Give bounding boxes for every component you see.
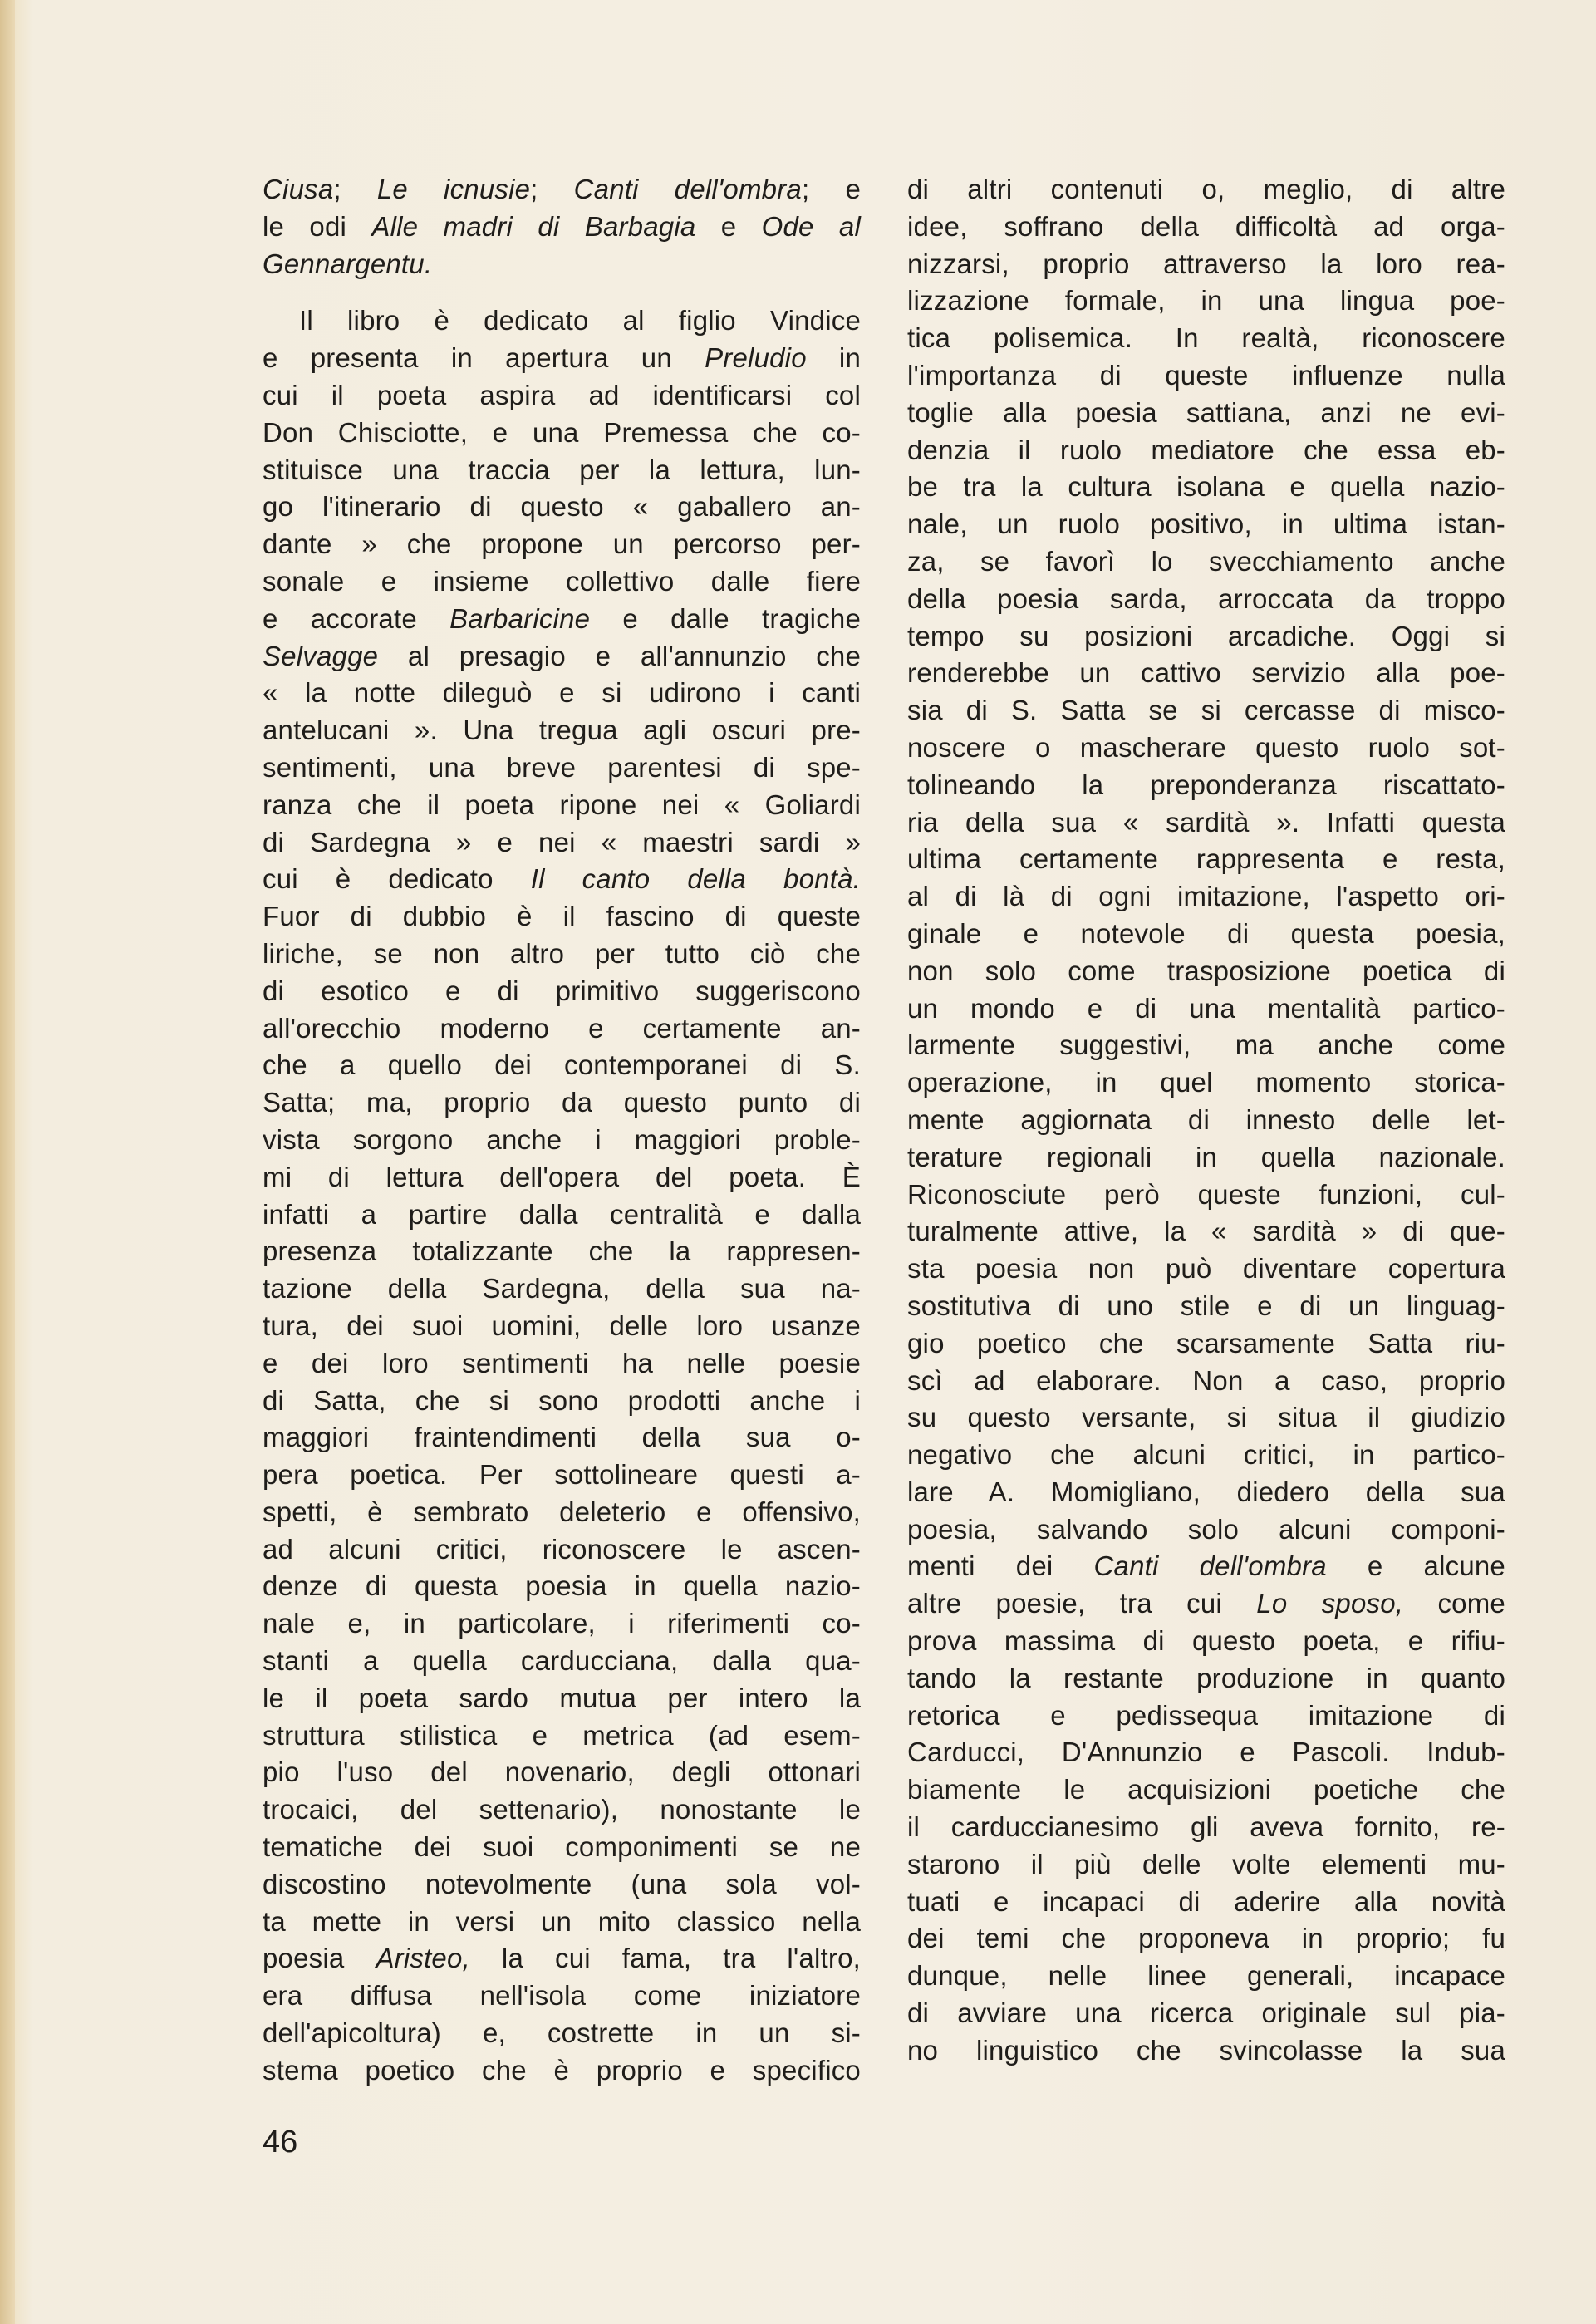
body-text: discostino notevolmente (una sola vol- — [263, 1868, 861, 1899]
body-text: ginale e notevole di questa poesia, — [907, 917, 1505, 949]
body-text: al di là di ogni imitazione, l'aspetto ori- — [907, 881, 1505, 912]
text-line — [907, 1846, 1505, 1884]
body-text: ; — [333, 174, 377, 204]
body-text: antelucani ». Una tregua agli oscuri pre- — [263, 715, 861, 746]
body-text: e presenta in apertura un — [263, 342, 705, 374]
body-text: Carducci, D'Annunzio e Pascoli. Indub- — [907, 1737, 1505, 1768]
text-line — [907, 1771, 1505, 1809]
body-text: tando la restante produzione in quanto — [907, 1662, 1505, 1693]
body-text: un mondo e di una mentalità partico- — [907, 992, 1505, 1024]
text-line — [263, 209, 861, 246]
text-line — [263, 1010, 861, 1048]
body-text: lizzazione formale, in una lingua poe- — [907, 285, 1505, 317]
body-text: dante » che propone un percorso per- — [263, 528, 861, 560]
body-text: dei temi che proponeva in proprio; fu — [907, 1923, 1505, 1954]
body-text: denze di questa poesia in quella nazio- — [263, 1570, 861, 1602]
body-text: nale, un ruolo positivo, in ultima istan- — [907, 509, 1505, 540]
body-text: sentimenti, una breve parentesi di spe- — [263, 751, 861, 783]
text-line — [907, 618, 1505, 656]
text-line — [907, 395, 1505, 432]
text-line — [263, 1904, 861, 1941]
body-text: Riconosciute però queste funzioni, cul- — [907, 1178, 1505, 1210]
text-line — [907, 730, 1505, 767]
text-line — [263, 638, 861, 676]
body-text: sonale e insieme collettivo dalle fiere — [263, 565, 861, 597]
text-line — [263, 936, 861, 973]
text-line — [263, 2052, 861, 2090]
body-text: lare A. Momigliano, diedero della sua — [907, 1476, 1505, 1507]
body-text: struttura stilistica e metrica (ad esem- — [263, 1719, 861, 1751]
text-line — [263, 171, 861, 209]
body-text: poesia — [263, 1943, 376, 1974]
text-line — [907, 432, 1505, 469]
text-line — [907, 1399, 1505, 1437]
text-line — [907, 1363, 1505, 1400]
body-text: sta poesia non può diventare copertura — [907, 1253, 1505, 1285]
body-text: tica polisemica. In realtà, riconoscere — [907, 322, 1505, 354]
body-text: dell'apicoltura) e, costrette in un si- — [263, 2017, 861, 2049]
body-text: menti dei — [907, 1550, 1094, 1582]
body-text: in — [806, 342, 862, 374]
text-line — [907, 1250, 1505, 1288]
text-line — [263, 675, 861, 712]
text-line — [907, 692, 1505, 730]
body-text: sia di S. Satta se si cercasse di misco- — [907, 695, 1505, 726]
text-line — [907, 804, 1505, 842]
italic-title-text: Barbaricine — [449, 602, 591, 634]
italic-title-text: Alle madri di Barbagia — [371, 210, 696, 242]
italic-title-text: Ode al — [761, 210, 861, 242]
body-text: spetti, è sembrato deleterio e offensivo, — [263, 1496, 861, 1527]
body-text: tazione della Sardegna, della sua na- — [263, 1273, 861, 1304]
text-line — [907, 1177, 1505, 1214]
body-text: di esotico e di primitivo suggeriscono — [263, 975, 861, 1006]
text-line — [907, 1325, 1505, 1363]
body-text: za, se favorì lo svecchiamento anche — [907, 545, 1505, 577]
body-text: maggiori fraintendimenti della sua o- — [263, 1422, 861, 1453]
body-text: terature regionali in quella nazionale. — [907, 1141, 1505, 1172]
text-line — [263, 1084, 861, 1122]
text-line — [263, 1494, 861, 1531]
body-text: di Satta, che si sono prodotti anche i — [263, 1384, 861, 1416]
text-line — [907, 990, 1505, 1028]
body-text: la cui fama, tra l'altro, — [469, 1943, 861, 1974]
text-line — [263, 1643, 861, 1680]
body-text: di avviare una ricerca originale sul pia- — [907, 1997, 1505, 2029]
text-line — [263, 1196, 861, 1234]
body-text: su questo versante, si situa il giudizio — [907, 1402, 1505, 1433]
text-line — [907, 1809, 1505, 1846]
body-text: ta mette in versi un mito classico nella — [263, 1905, 861, 1937]
body-text: poesia, salvando solo alcuni componi- — [907, 1513, 1505, 1545]
book-spine-edge — [0, 0, 15, 2324]
body-text: nale e, in particolare, i riferimenti co- — [263, 1608, 861, 1639]
text-line — [263, 1791, 861, 1829]
body-text: idee, soffrano della difficoltà ad orga- — [907, 210, 1505, 242]
text-line — [263, 1047, 861, 1084]
body-text: come — [1403, 1588, 1505, 1619]
body-text: go l'itinerario di questo « gaballero an- — [263, 491, 861, 523]
body-text: mente aggiornata di innesto delle let- — [907, 1103, 1505, 1135]
italic-title-text: Gennargentu. — [263, 248, 433, 279]
body-text: denzia il ruolo mediatore che essa eb- — [907, 434, 1505, 465]
italic-title-text: Preludio — [705, 342, 807, 374]
text-line — [263, 2015, 861, 2052]
text-line — [907, 1548, 1505, 1585]
body-text: negativo che alcuni critici, in partico- — [907, 1439, 1505, 1471]
body-text: ; — [530, 174, 574, 204]
text-line — [263, 489, 861, 526]
body-text: stema poetico che è proprio e specifico — [263, 2054, 861, 2086]
body-text: e accorate — [263, 602, 450, 634]
text-line — [907, 953, 1505, 990]
body-text: nizzarsi, proprio attraverso la loro rea- — [907, 248, 1505, 279]
italic-title-text: Selvagge — [263, 640, 379, 671]
body-text: ultima certamente rappresenta e resta, — [907, 843, 1505, 875]
italic-title-text: Canti dell'ombra — [1093, 1550, 1327, 1582]
body-text: che a quello dei contemporanei di S. — [263, 1049, 861, 1081]
text-line — [907, 543, 1505, 581]
body-text: tolineando la preponderanza riscattato- — [907, 769, 1505, 800]
text-line — [907, 1623, 1505, 1660]
body-text: turalmente attive, la « sardità » di que- — [907, 1216, 1505, 1247]
body-text: e alcune — [1326, 1550, 1505, 1582]
body-text: ; e — [801, 174, 861, 204]
text-line — [907, 357, 1505, 395]
text-line — [907, 1102, 1505, 1139]
body-text: all'orecchio moderno e certamente an- — [263, 1012, 861, 1044]
text-line — [907, 1511, 1505, 1549]
body-text: e dalle tragiche — [590, 602, 861, 634]
text-line — [907, 1288, 1505, 1325]
text-line — [907, 581, 1505, 618]
text-line — [907, 1027, 1505, 1064]
text-line — [263, 563, 861, 601]
body-text: le il poeta sardo mutua per intero la — [263, 1682, 861, 1713]
text-line — [263, 1531, 861, 1569]
text-line — [907, 1437, 1505, 1474]
italic-title-text: Ciusa — [263, 174, 334, 204]
body-text: tura, dei suoi uomini, delle loro usanze — [263, 1309, 861, 1341]
text-line — [263, 1568, 861, 1605]
text-line — [263, 1717, 861, 1755]
body-text: mi di lettura dell'opera del poeta. È — [263, 1161, 861, 1192]
body-text: pio l'uso del novenario, degli ottonari — [263, 1757, 861, 1788]
text-line — [263, 861, 861, 898]
text-line — [907, 1920, 1505, 1958]
body-text: toglie alla poesia sattiana, anzi ne evi- — [907, 396, 1505, 428]
text-line — [263, 787, 861, 824]
body-text: e dei loro sentimenti ha nelle poesie — [263, 1347, 861, 1378]
body-text: altre poesie, tra cui — [907, 1588, 1257, 1619]
body-text: di altri contenuti o, meglio, di altre — [907, 174, 1505, 204]
page-number: 46 — [263, 2125, 298, 2159]
body-text: be tra la cultura isolana e quella nazio- — [907, 471, 1505, 503]
body-text: « la notte dileguò e si udirono i canti — [263, 677, 861, 709]
body-text: Fuor di dubbio è il fascino di queste — [263, 901, 861, 932]
text-line — [263, 601, 861, 638]
body-text: sostitutiva di uno stile e di un linguag- — [907, 1290, 1505, 1321]
text-line — [907, 506, 1505, 543]
text-line — [907, 1734, 1505, 1771]
text-line — [263, 712, 861, 749]
text-line — [907, 320, 1505, 357]
text-line — [263, 1383, 861, 1420]
body-text: cui è dedicato — [263, 863, 531, 895]
body-text: trocaici, del settenario), nonostante le — [263, 1794, 861, 1825]
text-line — [263, 1940, 861, 1978]
text-line — [263, 1605, 861, 1643]
text-line — [263, 973, 861, 1010]
body-text: starono il più delle volte elementi mu- — [907, 1848, 1505, 1879]
body-text: dunque, nelle linee generali, incapace — [907, 1960, 1505, 1992]
text-line — [263, 1754, 861, 1791]
text-line — [263, 340, 861, 377]
text-line — [263, 1270, 861, 1308]
text-line — [907, 655, 1505, 692]
text-line — [907, 2032, 1505, 2070]
body-text: gio poetico che scarsamente Satta riu- — [907, 1327, 1505, 1359]
body-text: infatti a partire dalla centralità e dalla — [263, 1198, 861, 1230]
text-line — [263, 898, 861, 936]
text-line — [907, 469, 1505, 506]
body-text: cui il poeta aspira ad identificarsi col — [263, 379, 861, 410]
text-line — [907, 767, 1505, 804]
text-line — [907, 1995, 1505, 2032]
body-text: stanti a quella carducciana, dalla qua- — [263, 1645, 861, 1677]
text-line — [907, 1585, 1505, 1623]
body-text: tematiche dei suoi componimenti se ne — [263, 1831, 861, 1863]
text-line — [263, 1122, 861, 1159]
body-text: il carduccianesimo gli aveva fornito, re- — [907, 1811, 1505, 1843]
text-line — [263, 1829, 861, 1866]
body-text: retorica e pedissequa imitazione di — [907, 1699, 1505, 1731]
body-text: ranza che il poeta ripone nei « Goliardi — [263, 789, 861, 820]
body-text: vista sorgono anche i maggiori proble- — [263, 1123, 861, 1155]
body-text: di Sardegna » e nei « maestri sardi » — [263, 826, 861, 857]
text-line — [263, 1978, 861, 2015]
body-text: e — [695, 210, 762, 242]
italic-title-text: Aristeo, — [376, 1943, 470, 1974]
body-text: no linguistico che svincolasse la sua — [907, 2034, 1505, 2066]
body-text: le odi — [263, 210, 372, 242]
text-line — [263, 1457, 861, 1494]
text-line — [263, 415, 861, 452]
text-line — [263, 1308, 861, 1345]
text-line — [263, 824, 861, 862]
body-text: larmente suggestivi, ma anche come — [907, 1029, 1505, 1061]
text-line — [907, 1064, 1505, 1102]
text-line — [907, 1474, 1505, 1511]
italic-title-text: Il canto della bontà. — [530, 863, 861, 895]
text-line — [263, 1345, 861, 1383]
italic-title-text: Lo sposo, — [1256, 1588, 1404, 1619]
body-text: Don Chisciotte, e una Premessa che co- — [263, 416, 861, 448]
text-line — [263, 246, 861, 283]
body-text: stituisce una traccia per la lettura, lun- — [263, 454, 861, 485]
paragraph-gap — [263, 283, 861, 302]
body-text: ad alcuni critici, riconoscere le ascen- — [263, 1533, 861, 1565]
text-line — [907, 1660, 1505, 1698]
body-text: tempo su posizioni arcadiche. Oggi si — [907, 620, 1505, 651]
text-line — [907, 1884, 1505, 1921]
text-line — [263, 1680, 861, 1717]
body-text: scì ad elaborare. Non a caso, proprio — [907, 1364, 1505, 1396]
body-text: ria della sua « sardità ». Infatti questa — [907, 806, 1505, 838]
text-line — [907, 1958, 1505, 1995]
body-text: era diffusa nell'isola come iniziatore — [263, 1980, 861, 2012]
text-line — [907, 1139, 1505, 1177]
text-line — [263, 526, 861, 563]
text-line — [907, 171, 1505, 209]
text-line — [263, 749, 861, 787]
body-text: non solo come trasposizione poetica di — [907, 955, 1505, 986]
body-text: della poesia sarda, arroccata da troppo — [907, 582, 1505, 614]
text-line — [263, 1233, 861, 1270]
text-line — [263, 1866, 861, 1904]
text-line — [907, 878, 1505, 916]
body-text: renderebbe un cattivo servizio alla poe- — [907, 657, 1505, 689]
body-text: noscere o mascherare questo ruolo sot- — [907, 731, 1505, 763]
text-line — [263, 302, 861, 340]
text-line — [907, 1213, 1505, 1250]
body-text: tuati e incapaci di aderire alla novità — [907, 1885, 1505, 1917]
text-line — [263, 452, 861, 489]
body-text: prova massima di questo poeta, e rifiu- — [907, 1625, 1505, 1657]
text-line — [907, 916, 1505, 953]
text-line — [907, 283, 1505, 320]
body-text: Il libro è dedicato al figlio Vindice — [299, 305, 861, 337]
body-text: biamente le acquisizioni poetiche che — [907, 1774, 1505, 1806]
left-text-column — [263, 171, 861, 2090]
body-text: liriche, se non altro per tutto ciò che — [263, 937, 861, 969]
italic-title-text: Le icnusie — [376, 174, 531, 204]
body-text: l'importanza di queste influenze nulla — [907, 359, 1505, 391]
text-line — [907, 246, 1505, 283]
body-text: operazione, in quel momento storica- — [907, 1067, 1505, 1098]
body-text: Satta; ma, proprio da questo punto di — [263, 1087, 861, 1118]
right-text-column — [907, 171, 1505, 2070]
text-line — [263, 377, 861, 415]
italic-title-text: Canti dell'ombra — [573, 174, 802, 204]
body-text: pera poetica. Per sottolineare questi a- — [263, 1459, 861, 1491]
text-line — [907, 209, 1505, 246]
body-text: presenza totalizzante che la rappresen- — [263, 1236, 861, 1267]
body-text: al presagio e all'annunzio che — [378, 640, 861, 671]
text-line — [907, 1698, 1505, 1735]
text-line — [907, 841, 1505, 878]
text-line — [263, 1159, 861, 1196]
text-line — [263, 1419, 861, 1457]
